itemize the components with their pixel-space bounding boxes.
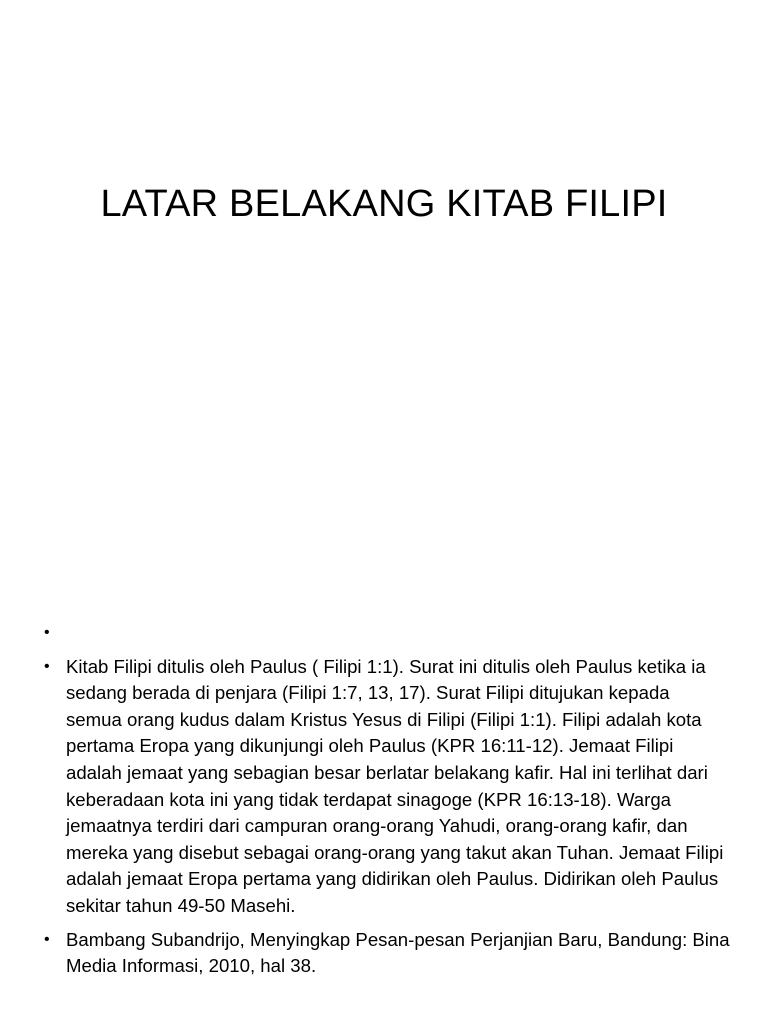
bullet-text <box>66 620 730 647</box>
bullet-text: Bambang Subandrijo, Menyingkap Pesan-pesan Perjanjian Baru, Bandung: Bina Media Informasi, 2010, hal 38. <box>66 928 730 977</box>
bullet-text: Kitab Filipi ditulis oleh Paulus ( Filipi 1:1). Surat ini ditulis oleh Paulus ketika ia sedang berada di penjara (Filipi 1:7, 13, 17). Surat Filipi ditujukan kepada semua orang kudus dalam Kristus Yesus di Filipi (Filipi 1:1). Filipi adalah kota pertama Eropa yang dikunjungi oleh Paulus (KPR 16:11-12). Jemaat Filipi adalah jemaat yang sebagian besar berlatar belakang kafir. Hal ini terlihat dari keberadaan kota ini yang tidak terdapat sinagoge (KPR 16:13-18). Warga jemaatnya terdiri dari campuran orang-orang Yahudi, orang-orang kafir, dan mereka yang disebut sebagai orang-orang yang takut akan Tuhan. Jemaat Filipi adalah jemaat Eropa pertama yang didirikan oleh Paulus. Didirikan oleh Paulus sekitar tahun 49-50 Masehi. <box>66 655 724 916</box>
bullet-item-background <box>40 654 730 920</box>
bullet-item-reference <box>40 927 730 980</box>
bullet-list <box>40 620 730 987</box>
slide-title: LATAR BELAKANG KITAB FILIPI <box>100 183 668 225</box>
bullet-icon: • <box>44 657 50 675</box>
bullet-item-empty <box>40 620 730 647</box>
bullet-icon: • <box>44 930 50 948</box>
bullet-icon: • <box>44 624 50 641</box>
